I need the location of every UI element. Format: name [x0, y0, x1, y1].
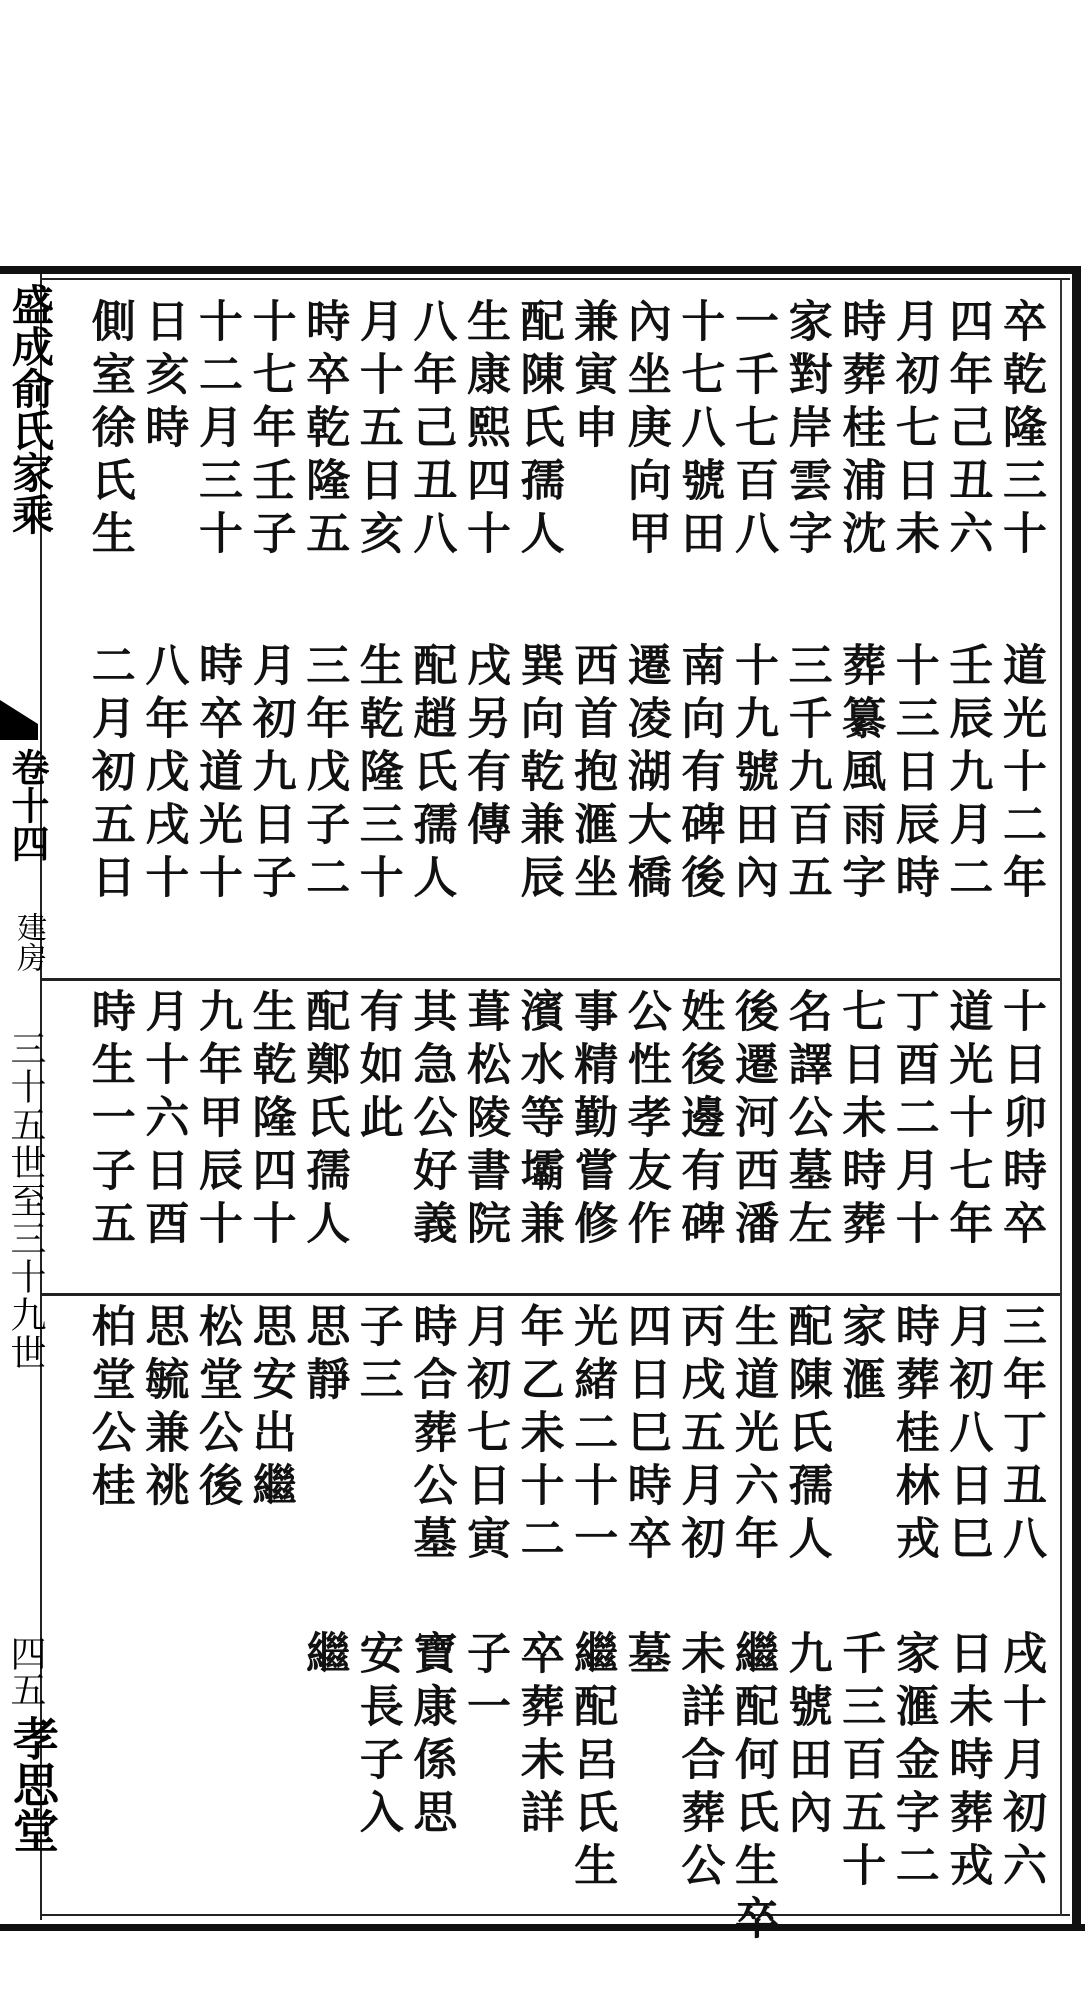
- text-column-3-10-bottom: 卒葬未詳: [512, 1630, 564, 1842]
- text-column-1-4-top: 時葬桂浦沈: [834, 298, 886, 563]
- spine-hall-name: 孝思堂: [6, 1715, 60, 1853]
- fish-tail-mark: [0, 700, 38, 740]
- text-column-2-18-top: 時生一子五: [83, 988, 135, 1253]
- text-column-1-13-bottom: 生乾隆三十: [351, 642, 403, 907]
- text-column-1-14-top: 時卒乾隆五: [298, 298, 350, 563]
- text-column-1-7-bottom: 南向有碑後: [673, 642, 725, 907]
- text-column-3-5-bottom: 九號田內: [780, 1630, 832, 1842]
- spine-generations: 三十五世至三十九世: [5, 1030, 46, 1372]
- text-column-1-11-top: 生康熙四十: [459, 298, 510, 563]
- text-column-3-15-top: 思安出繼: [244, 1303, 296, 1515]
- text-column-2-13-top: 有如此: [351, 988, 403, 1147]
- text-column-2-12-top: 其急公好義: [405, 988, 457, 1253]
- text-column-1-3-bottom: 十三日辰時: [887, 642, 939, 907]
- text-column-3-16-top: 松堂公後: [191, 1303, 242, 1515]
- spine-page-number: 四五: [5, 1635, 46, 1707]
- text-column-3-13-bottom: 安長子入: [351, 1630, 403, 1842]
- text-column-1-9-bottom: 西首抱滙坐: [566, 642, 618, 907]
- text-column-3-5-top: 配陳氏孺人: [780, 1303, 832, 1568]
- text-column-3-18-top: 柏堂公桂: [83, 1303, 135, 1515]
- text-column-1-15-bottom: 月初九日子: [244, 642, 296, 907]
- text-column-2-11-top: 葺松陵書院: [459, 988, 510, 1253]
- text-column-2-4-top: 七日未時葬: [834, 988, 886, 1253]
- text-column-3-4-top: 家滙: [834, 1303, 886, 1409]
- text-column-3-1-bottom: 戌十月初六: [995, 1630, 1046, 1895]
- text-column-3-9-top: 光緒二十一: [566, 1303, 618, 1568]
- text-column-3-12-bottom: 寶康係思: [405, 1630, 457, 1842]
- frame-bottom-border: [0, 1924, 1085, 1931]
- text-column-1-8-top: 內坐庚向甲: [619, 298, 671, 563]
- text-column-3-11-top: 月初七日寅: [459, 1303, 510, 1568]
- frame-right-inner-border: [1060, 280, 1062, 1916]
- text-column-1-18-top: 側室徐氏生: [83, 298, 135, 563]
- text-column-3-12-top: 時合葬公墓: [405, 1303, 457, 1568]
- text-column-2-8-top: 公性孝友作: [619, 988, 671, 1253]
- frame-top-inner-border: [40, 278, 1070, 280]
- text-column-3-6-bottom: 繼配何氏生卒: [727, 1630, 778, 1948]
- text-column-3-17-top: 思毓兼祧: [137, 1303, 189, 1515]
- frame-right-border: [1072, 266, 1081, 1931]
- text-column-1-2-top: 四年己丑六: [941, 298, 993, 563]
- text-column-1-17-top: 日亥時: [137, 298, 189, 457]
- text-column-3-4-bottom: 千三百五十: [834, 1630, 886, 1895]
- section-divider-1: [42, 978, 1060, 981]
- text-column-1-14-bottom: 三年戊子二: [298, 642, 350, 907]
- text-column-3-7-top: 丙戌五月初: [673, 1303, 725, 1568]
- text-column-1-7-top: 十七八號田: [673, 298, 725, 563]
- text-column-2-1-top: 十日卯時卒: [995, 988, 1046, 1253]
- text-column-3-8-top: 四日巳時卒: [619, 1303, 671, 1568]
- text-column-1-16-top: 十二月三十: [191, 298, 242, 563]
- text-column-1-10-top: 配陳氏孺人: [512, 298, 564, 563]
- text-column-2-15-top: 生乾隆四十: [244, 988, 296, 1253]
- spine-book-title: 盛成俞氏家乘: [6, 283, 55, 535]
- text-column-3-3-bottom: 家滙金字二: [887, 1630, 939, 1895]
- text-column-3-8-bottom: 墓: [619, 1630, 671, 1683]
- text-column-1-5-bottom: 三千九百五: [780, 642, 832, 907]
- section-divider-2: [42, 1293, 1060, 1296]
- text-column-1-8-bottom: 遷凌湖大橋: [619, 642, 671, 907]
- text-column-1-12-bottom: 配趙氏孺人: [405, 642, 457, 907]
- text-column-2-6-top: 後遷河西潘: [727, 988, 778, 1253]
- text-column-1-4-bottom: 葬纂風雨字: [834, 642, 886, 907]
- text-column-2-17-top: 月十六日酉: [137, 988, 189, 1253]
- spine-branch: 建房: [11, 912, 46, 972]
- text-column-1-13-top: 月十五日亥: [351, 298, 403, 563]
- text-column-1-2-bottom: 壬辰九月二: [941, 642, 993, 907]
- frame-top-border: [0, 266, 1080, 274]
- text-column-2-10-top: 濱水等壩兼: [512, 988, 564, 1253]
- text-column-3-10-top: 年乙未十二: [512, 1303, 564, 1568]
- text-column-3-2-top: 月初八日巳: [941, 1303, 993, 1568]
- text-column-3-14-bottom: 繼: [298, 1630, 350, 1683]
- text-column-3-1-top: 三年丁丑八: [995, 1303, 1046, 1568]
- text-column-2-9-top: 事精勤嘗修: [566, 988, 618, 1253]
- text-column-1-18-bottom: 二月初五日: [83, 642, 135, 907]
- text-column-1-17-bottom: 八年戊戌十: [137, 642, 189, 907]
- text-column-3-3-top: 時葬桂林戎: [887, 1303, 939, 1568]
- text-column-3-9-bottom: 繼配呂氏生: [566, 1630, 618, 1895]
- text-column-1-11-bottom: 戌另有傳: [459, 642, 510, 854]
- text-column-1-10-bottom: 巽向乾兼辰: [512, 642, 564, 907]
- text-column-2-3-top: 丁酉二月十: [887, 988, 939, 1253]
- text-column-3-7-bottom: 未詳合葬公: [673, 1630, 725, 1895]
- text-column-1-5-top: 家對岸雲字: [780, 298, 832, 563]
- spine-volume: 卷十四: [5, 748, 50, 862]
- text-column-1-16-bottom: 時卒道光十: [191, 642, 242, 907]
- frame-bottom-inner-border: [40, 1914, 1070, 1916]
- text-column-3-11-bottom: 子一: [459, 1630, 510, 1736]
- text-column-1-6-bottom: 十九號田內: [727, 642, 778, 907]
- text-column-2-16-top: 九年甲辰十: [191, 988, 242, 1253]
- text-column-2-2-top: 道光十七年: [941, 988, 993, 1253]
- text-column-1-9-top: 兼寅申: [566, 298, 618, 457]
- text-column-1-12-top: 八年己丑八: [405, 298, 457, 563]
- text-column-3-2-bottom: 日未時葬戎: [941, 1630, 993, 1895]
- text-column-1-1-top: 卒乾隆三十: [995, 298, 1046, 563]
- text-column-1-3-top: 月初七日未: [887, 298, 939, 563]
- text-column-3-6-top: 生道光六年: [727, 1303, 778, 1568]
- text-column-1-1-bottom: 道光十二年: [995, 642, 1046, 907]
- text-column-3-13-top: 子三: [351, 1303, 403, 1409]
- text-column-2-5-top: 名譯公墓左: [780, 988, 832, 1253]
- text-column-3-14-top: 思靜: [298, 1303, 350, 1409]
- text-column-2-7-top: 姓後邊有碑: [673, 988, 725, 1253]
- text-column-2-14-top: 配鄭氏孺人: [298, 988, 350, 1253]
- text-column-1-6-top: 一千七百八: [727, 298, 778, 563]
- text-column-1-15-top: 十七年壬子: [244, 298, 296, 563]
